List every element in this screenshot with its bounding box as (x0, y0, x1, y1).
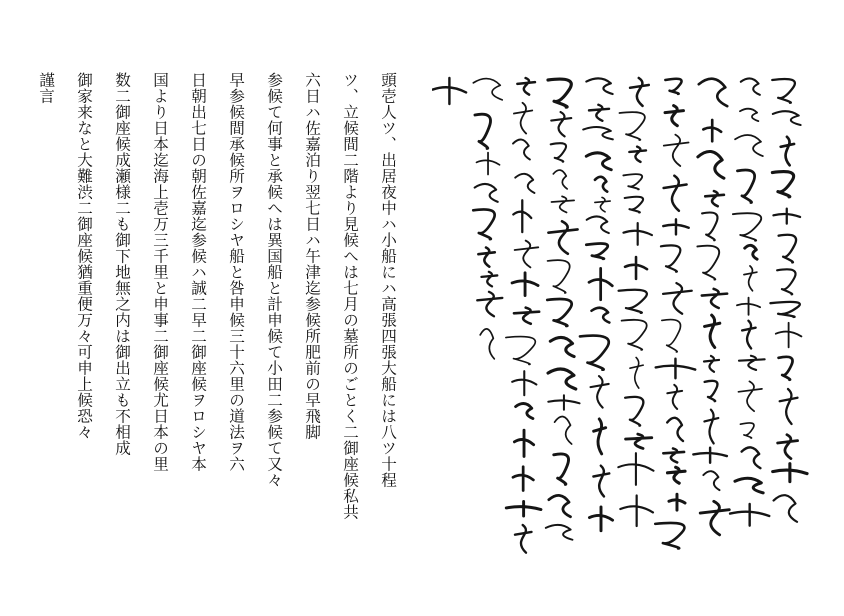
ink-stroke (773, 464, 807, 482)
transcription-line-3: 六日ハ佐嘉泊り翌七日ハ午津迄参候所肥前の早飛脚 (303, 72, 321, 440)
ink-stroke (770, 302, 799, 317)
ink-stroke (515, 525, 532, 553)
transcription-block (30, 72, 402, 532)
ink-stroke (739, 356, 765, 370)
ink-stroke (663, 283, 692, 314)
ink-stroke (655, 523, 684, 549)
ink-stroke (630, 357, 643, 388)
ink-stroke (697, 246, 719, 280)
ink-stroke (664, 135, 689, 166)
ink-stroke (625, 257, 647, 279)
ink-stroke (589, 105, 609, 121)
ink-stroke (744, 266, 757, 291)
ink-stroke (623, 223, 651, 245)
ink-stroke (623, 174, 642, 189)
ink-stroke (548, 79, 571, 107)
ink-stroke (548, 369, 576, 389)
ink-stroke (512, 273, 538, 296)
ink-stroke (594, 419, 606, 454)
ink-stroke (586, 243, 607, 258)
transcription-line-10: 謹言 (37, 72, 55, 104)
ink-stroke (551, 112, 571, 136)
ink-stroke (618, 453, 653, 485)
ink-stroke (515, 174, 534, 193)
ink-stroke (705, 381, 718, 401)
ink-stroke (737, 170, 754, 203)
transcription-line-6: 日朝出七日の朝佐嘉迄参候ハ誠二早二御座候ヲロシヤ本 (189, 72, 207, 472)
ink-stroke (778, 435, 798, 459)
ink-stroke (477, 153, 500, 175)
ink-stroke (667, 418, 683, 441)
ink-stroke (730, 504, 769, 526)
ink-stroke (735, 135, 763, 156)
ink-stroke (629, 147, 646, 162)
ink-stroke (478, 247, 494, 266)
ink-stroke (703, 471, 719, 490)
ink-stroke (433, 78, 466, 104)
ink-stroke (693, 448, 726, 463)
ink-stroke (772, 79, 795, 103)
ink-stroke (548, 260, 570, 293)
ink-stroke (551, 143, 566, 162)
ink-stroke (548, 221, 577, 253)
ink-stroke (740, 423, 754, 438)
ink-stroke (741, 78, 760, 94)
ink-stroke (550, 337, 574, 356)
ink-stroke (703, 120, 721, 141)
ink-stroke (619, 112, 644, 140)
ink-stroke (516, 404, 533, 419)
ink-stroke (580, 336, 609, 370)
ink-stroke (738, 381, 762, 411)
ink-stroke (547, 299, 571, 326)
ink-stroke (665, 79, 681, 94)
ink-stroke (625, 397, 643, 426)
transcription-line-8: 数二御座候成瀬様二も御下地無之内は御出立も不相成 (113, 72, 131, 456)
transcription-line-9: 御家来なと大難渋二御座候猶重便万々可申上候恐々 (75, 72, 93, 440)
ink-stroke (781, 137, 794, 165)
ink-stroke (700, 501, 729, 535)
ink-stroke (595, 197, 610, 211)
ink-stroke (589, 268, 612, 299)
ink-stroke (517, 78, 535, 95)
ink-stroke (737, 298, 760, 315)
ink-stroke (587, 216, 609, 233)
ink-stroke (772, 172, 793, 197)
ink-stroke (551, 196, 574, 212)
ink-stroke (733, 213, 761, 240)
ink-stroke (586, 153, 611, 170)
ink-stroke (702, 213, 717, 241)
handwritten-cursive-letter (432, 60, 812, 560)
ink-stroke (593, 466, 609, 497)
ink-stroke (591, 376, 609, 408)
ink-stroke (548, 395, 579, 409)
ink-stroke (619, 290, 647, 313)
ink-stroke (668, 467, 685, 483)
ink-stroke (586, 78, 612, 94)
ink-stroke (780, 389, 798, 424)
ink-stroke (702, 289, 727, 308)
transcription-line-5: 早参候間承候所ヲロシヤ船と咎申候三十六里の道法ヲ六 (227, 72, 245, 472)
transcription-line-2: ツ、立候間二階より見候へは七月の墓所のごとく二御座候私共 (341, 72, 359, 520)
ink-stroke (777, 269, 795, 294)
ink-stroke (514, 430, 533, 456)
ink-stroke (626, 434, 652, 448)
ink-stroke (549, 495, 571, 516)
ink-stroke (704, 410, 718, 444)
ink-stroke (481, 272, 497, 287)
ink-stroke (735, 478, 763, 493)
manuscript-ink-strokes (432, 60, 812, 560)
ink-stroke (475, 184, 498, 202)
ink-stroke (595, 177, 607, 192)
ink-stroke (740, 109, 758, 121)
ink-stroke (625, 197, 643, 213)
ink-stroke (663, 219, 688, 234)
ink-stroke (473, 209, 494, 239)
ink-stroke (554, 454, 569, 484)
ink-stroke (515, 241, 539, 268)
ink-stroke (589, 507, 612, 531)
ink-stroke (630, 78, 649, 106)
ink-stroke (774, 495, 798, 522)
ink-stroke (664, 176, 687, 211)
ink-stroke (699, 79, 727, 106)
ink-stroke (592, 308, 610, 323)
ink-stroke (698, 151, 724, 178)
ink-stroke (662, 320, 681, 352)
ink-stroke (656, 359, 695, 378)
ink-stroke (514, 103, 532, 134)
ink-stroke (622, 320, 647, 350)
transcription-line-1: 頭壱人ツ、出居夜中ハ小船にハ高張四張大船には八ツ十程 (379, 72, 397, 488)
ink-stroke (514, 308, 539, 324)
ink-stroke (555, 417, 572, 444)
ink-stroke (773, 209, 800, 224)
transcription-line-4: 参候て何事と承候へは異国船と計申候て小田二参候て又々 (265, 72, 283, 488)
ink-stroke (583, 127, 613, 139)
ink-stroke (742, 447, 761, 468)
ink-stroke (665, 106, 683, 126)
ink-stroke (477, 292, 502, 316)
ink-stroke (742, 321, 756, 349)
ink-stroke (553, 170, 567, 189)
transcription-line-7: 国より日本迄海上壱万三千里と申事二御座候尤日本の里 (151, 72, 169, 472)
ink-stroke (779, 235, 796, 263)
ink-stroke (705, 191, 724, 206)
ink-stroke (506, 501, 541, 516)
ink-stroke (667, 385, 682, 409)
ink-stroke (704, 356, 719, 372)
ink-stroke (776, 323, 802, 348)
ink-stroke (773, 111, 801, 125)
ink-stroke (506, 337, 535, 365)
ink-stroke (745, 245, 757, 259)
ink-stroke (546, 525, 573, 540)
ink-stroke (512, 371, 536, 395)
ink-stroke (513, 200, 531, 232)
ink-stroke (663, 448, 684, 462)
ink-stroke (513, 467, 533, 491)
ink-stroke (513, 140, 530, 160)
ink-stroke (669, 494, 685, 510)
ink-stroke (475, 114, 491, 148)
ink-stroke (661, 245, 680, 271)
ink-stroke (480, 329, 494, 359)
ink-stroke (473, 79, 502, 100)
ink-stroke (620, 495, 653, 526)
ink-stroke (779, 357, 793, 380)
ink-stroke (705, 315, 720, 347)
